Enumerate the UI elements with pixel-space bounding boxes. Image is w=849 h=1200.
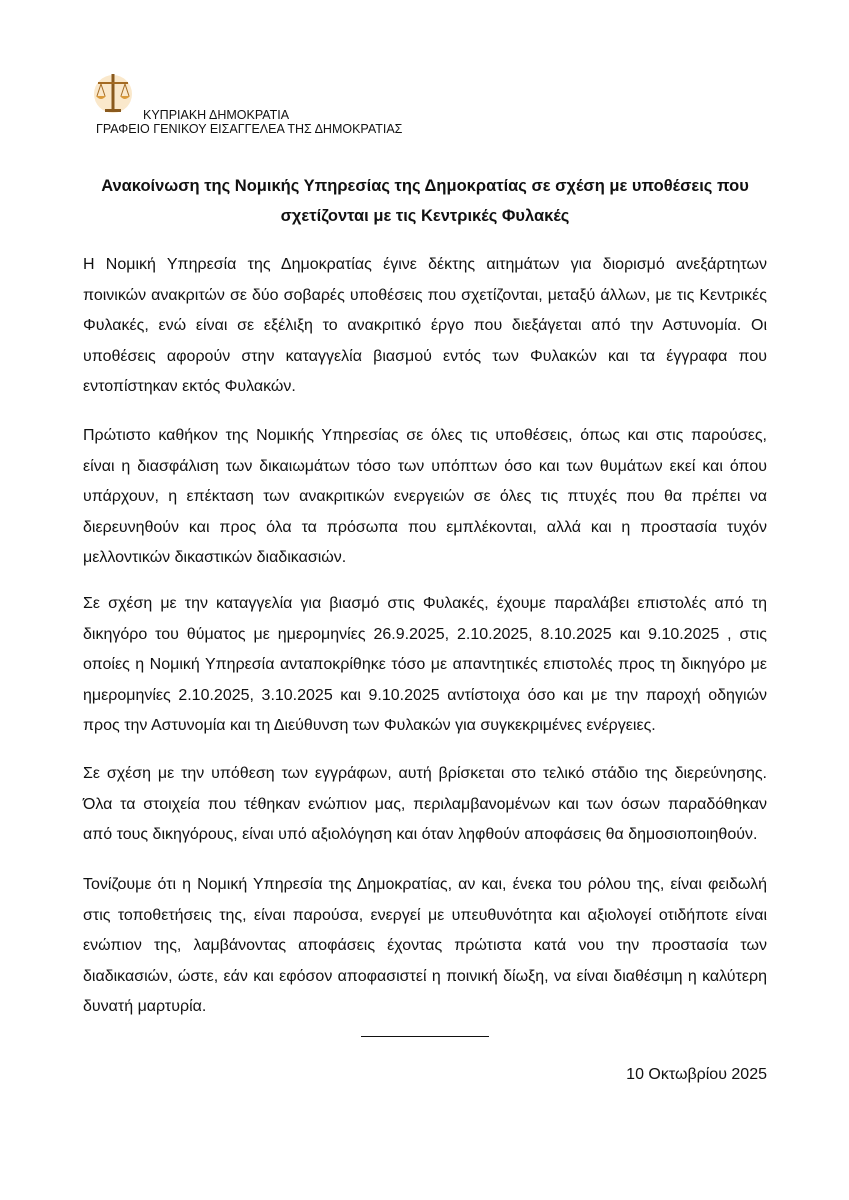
- paragraph-3: [83, 589, 767, 742]
- paragraph-2: [83, 421, 767, 574]
- text-line: υπάρχουν, η επέκταση των ανακριτικών ενεργειών σε όλες τις πτυχές που θα πρέπει να: [83, 488, 767, 506]
- document-date: 10 Οκτωβρίου 2025: [626, 1066, 767, 1083]
- text-line: Πρώτιστο καθήκον της Νομικής Υπηρεσίας σε όλες τις υποθέσεις, όπως και στις παρούσες,: [83, 427, 767, 444]
- text-line: Όλα τα στοιχεία που τέθηκαν ενώπιον μας, περιλαμβανομένων και των όσων παραδόθηκαν: [83, 795, 767, 813]
- text-line: δικηγόρο του θύματος με ημερομηνίες 26.9.2025, 2.10.2025, 8.10.2025 και 9.10.2025 , στις: [83, 625, 767, 643]
- text-line: από τους δικηγόρους, είναι υπό αξιολόγηση και όταν ληφθούν αποφάσεις θα δημοσιοποιηθούν.: [83, 826, 758, 844]
- title-line: σχετίζονται με τις Κεντρικές Φυλακές: [280, 207, 570, 225]
- page-title: [60, 171, 790, 231]
- text-line: είναι η διασφάλιση των δικαιωμάτων τόσο των υπόπτων όσο και των θυμάτων εκεί και όπου: [83, 457, 767, 475]
- text-line: μελλοντικών δικαστικών διαδικασιών.: [83, 549, 347, 567]
- divider-line: [361, 1036, 489, 1037]
- paragraph-4: [83, 759, 767, 851]
- text-line: Σε σχέση με την καταγγελία για βιασμό στις Φυλακές, έχουμε παραλάβει επιστολές από τη: [83, 595, 767, 612]
- text-line: δυνατή μαρτυρία.: [83, 998, 207, 1016]
- paragraph-1: [83, 250, 767, 403]
- paragraph-5: [83, 870, 767, 1023]
- text-line: υποθέσεις αφορούν στην καταγγελία βιασμού εντός των Φυλακών και τα έγγραφα που: [83, 347, 767, 365]
- text-line: Φυλακές, ενώ είναι σε εξέλιξη το ανακριτικό έργο που διεξάγεται από την Αστυνομία. Οι: [83, 317, 767, 335]
- text-line: ενώπιον της, λαμβάνοντας αποφάσεις έχοντας πρώτιστα κατά νου την προστασία των: [83, 937, 767, 955]
- text-line: Σε σχέση με την υπόθεση των εγγράφων, αυτή βρίσκεται στο τελικό στάδιο της διερεύνησης.: [83, 765, 767, 782]
- header-office: ΓΡΑΦΕΙΟ ΓΕΝΙΚΟΥ ΕΙΣΑΓΓΕΛΕΑ ΤΗΣ ΔΗΜΟΚΡΑΤΙΑΣ: [96, 122, 403, 136]
- text-line: ποινικών ανακριτών σε δύο σοβαρές υποθέσεις που σχετίζονται, μεταξύ άλλων, με τις Κεντρικές: [83, 286, 767, 304]
- text-line: Τονίζουμε ότι η Νομική Υπηρεσία της Δημοκρατίας, αν και, ένεκα του ρόλου της, είναι φειδωλή: [83, 876, 767, 893]
- text-line: οποίες η Νομική Υπηρεσία ανταποκρίθηκε τόσο με απαντητικές επιστολές προς τη δικηγόρο με: [83, 656, 767, 674]
- text-line: ημερομηνίες 2.10.2025, 3.10.2025 και 9.10.2025 αντίστοιχα όσο και με την παροχή οδηγιών: [83, 686, 767, 704]
- text-line: διαδικασιών, ώστε, εάν και εφόσον αποφασιστεί η ποινική δίωξη, να είναι διαθέσιμη η καλύτερη: [83, 967, 767, 985]
- scales-of-justice-logo-icon: [92, 70, 134, 116]
- text-line: προς την Αστυνομία και τη Διεύθυνση των Φυλακών για συγκεκριμένες ενέργειες.: [83, 717, 656, 735]
- text-line: διερευνηθούν και προς όλα τα πρόσωπα που εμπλέκονται, αλλά και η προστασία τυχόν: [83, 518, 767, 536]
- title-line: Ανακοίνωση της Νομικής Υπηρεσίας της Δημοκρατίας σε σχέση με υποθέσεις που: [101, 177, 749, 195]
- text-line: εντοπίστηκαν εκτός Φυλακών.: [83, 378, 296, 396]
- text-line: στις τοποθετήσεις της, είναι παρούσα, ενεργεί με υπευθυνότητα και αξιολογεί οτιδήποτε είναι: [83, 906, 767, 924]
- text-line: Η Νομική Υπηρεσία της Δημοκρατίας έγινε δέκτης αιτημάτων για διορισμό ανεξάρτητων: [83, 256, 767, 273]
- header-country: ΚΥΠΡΙΑΚΗ ΔΗΜΟΚΡΑΤΙΑ: [143, 108, 290, 122]
